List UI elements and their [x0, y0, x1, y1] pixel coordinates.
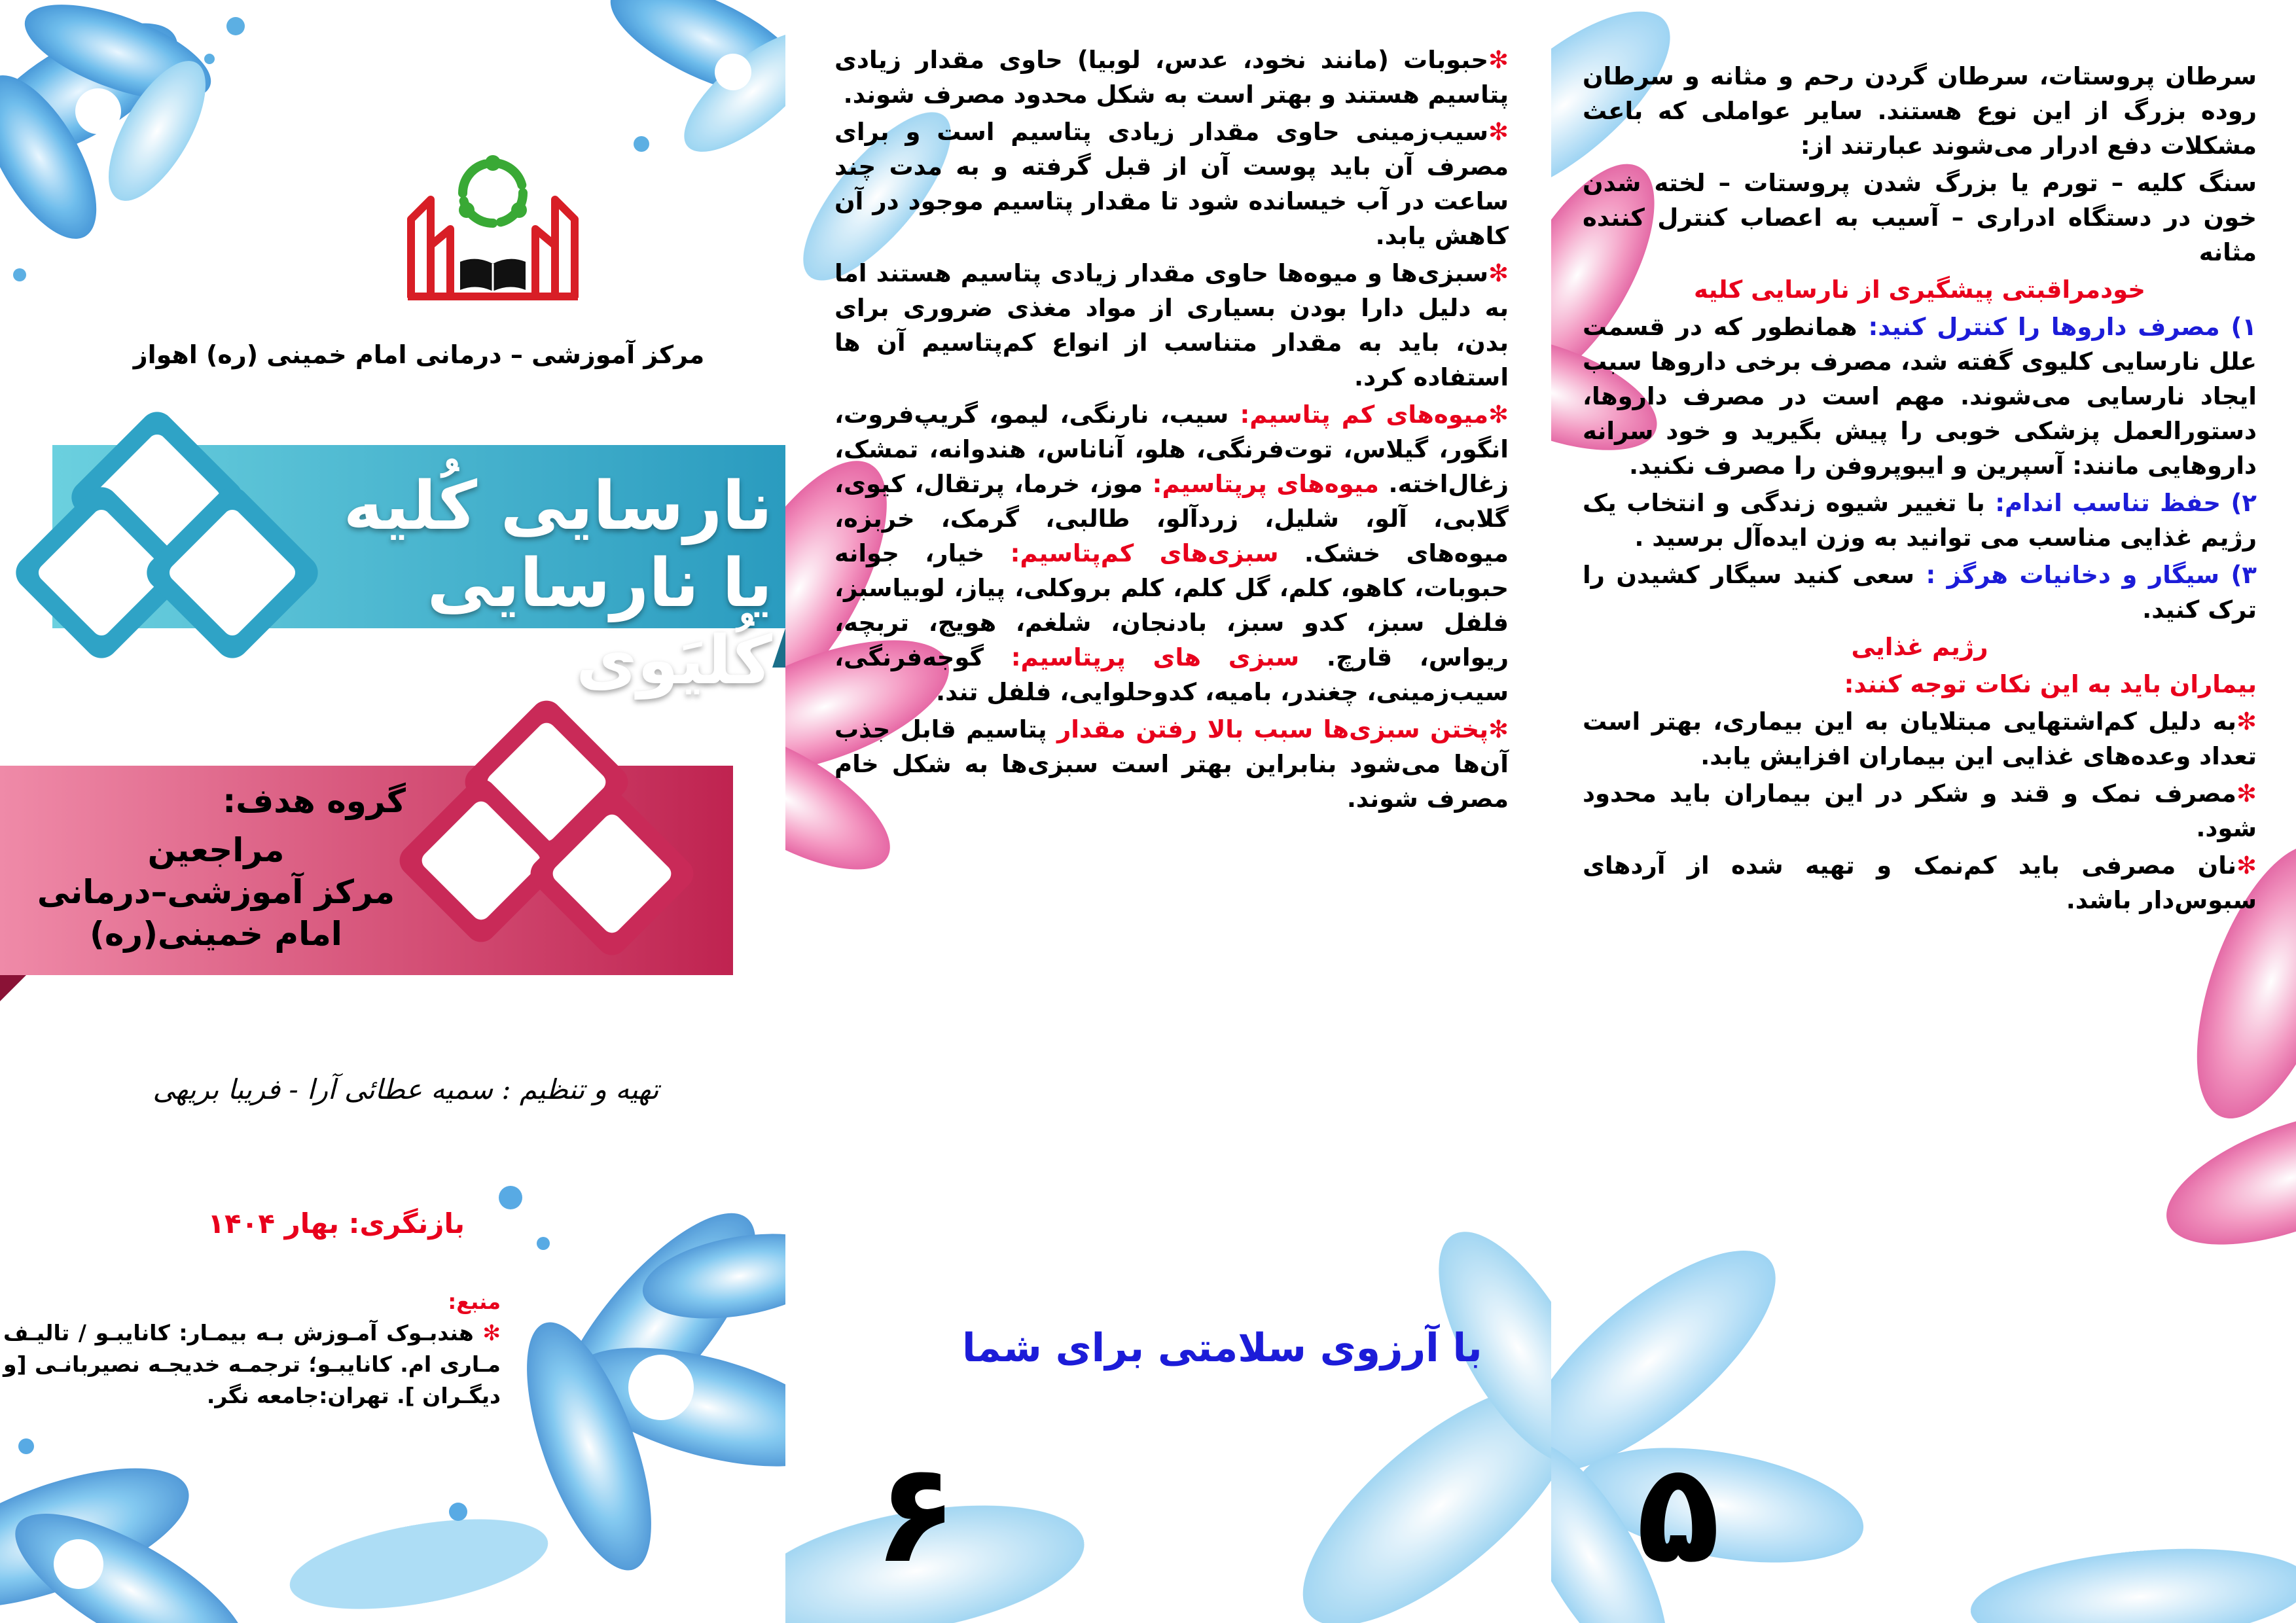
page-5-panel [1551, 0, 2296, 1623]
source-heading: منبع: [448, 1289, 501, 1314]
diet-item-2: ✻مصرف نمک و قند و شکر در این بیماران باید محدود شود. [1583, 779, 2257, 842]
asterisk-icon: ✻ [1488, 715, 1509, 743]
title-line-2: یا نارسایی کُلیَوی [427, 544, 772, 700]
asterisk-icon: ✻ [2236, 851, 2257, 880]
target-line-1: مراجعین [147, 831, 285, 869]
target-line-2: مرکز آموزشی–درمانی [37, 873, 395, 911]
diet-item-1: ✻به دلیل کم‌اشتهایی مبتلایان به این بیماری، بهتر است تعداد وعده‌های غذایی این بیماران افزایش یابد. [1583, 707, 2257, 770]
hospital-logo [398, 147, 588, 304]
page-number-6: ۶ [874, 1433, 958, 1594]
paragraph-low-potassium-fruits: ✻میوه‌های کم پتاسیم: سیب، نارنگی، لیمو، گریپ‌فروت، انگور، گیلاس، توت‌فرنگی، هلو، آناناس، هندوانه، تمشک، زغال‌اخته. میوه‌های پرپتاسیم: موز، خرما، پرتقال، کیوی، گلابی، آلو، شلیل، زردآلو، طالبی، گرمک، خربزه، میوه‌های خشک. سبزی‌های کم‌پتاسیم: خیار، جوانه حبوبات، کاهو، کلم، گل کلم، کلم بروکلی، پیاز، لوبیاسبز، فلفل سبز، کدو سبز، بادنجان، شلغم، هویج، تربچه، ریواس، قارچ. سبزی های پرپتاسیم: گوجه‌فرنگی، سیب‌زمینی، چغندر، بامیه، کدوحلوایی، فلفل تند. [834, 401, 1509, 706]
organization-name: مرکز آموزشی – درمانی امام خمینی (ره) اهواز [133, 340, 705, 369]
page-6-text [834, 43, 1509, 819]
page-number-5: ۵ [1636, 1433, 1721, 1594]
page-5-text [1583, 59, 2257, 920]
target-line-3: امام خمینی(ره) [90, 915, 342, 953]
selfcare-item-3: ۳) سیگار و دخانیات هرگز : سعی کنید سیگار کشیدن را ترک کنید. [1583, 561, 2257, 624]
closing-wish: با آرزوی سلامتی برای شما [962, 1325, 1482, 1371]
source-reference [3, 1286, 501, 1412]
selfcare-heading: خودمراقبتی پیشگیری از نارسایی کلیه [1694, 276, 2145, 304]
paragraph-vegetables: ✻سبزی‌ها و میوه‌ها حاوی مقدار زیادی پتاسیم هستند اما به دلیل دارا بودن بسیاری از مواد مغذی ضروری برای بدن، باید به مقدار متناسب از انواع کم‌پتاسیم آن ها استفاده کرد. [834, 259, 1509, 391]
target-heading: گروه هدف: [223, 782, 406, 820]
cover-title [301, 468, 772, 700]
target-audience [13, 782, 419, 955]
diet-subheading: بیماران باید به این نکات توجه کنند: [1844, 670, 2257, 698]
asterisk-icon: ✻ [1488, 46, 1509, 74]
revision-date: بازنگری: بهار ۱۴۰۴ [207, 1207, 465, 1240]
selfcare-item-2: ۲) حفظ تناسب اندام: با تغییر شیوه زندگی و انتخاب یک رژیم غذایی مناسب می توانید به وزن ایده‌آل برسید . [1583, 489, 2257, 552]
asterisk-icon: ✻ [2236, 707, 2257, 736]
paragraph-intro: سرطان پروستات، سرطان گردن رحم و مثانه و سرطان روده بزرگ از این نوع هستند. سایر عواملی که باعث مشکلات دفع ادرار می‌شوند عبارتند از: [1583, 62, 2257, 160]
high-potassium-vegetables-label: سبزی های پرپتاسیم: [1011, 643, 1300, 671]
asterisk-icon: ✻ [1488, 401, 1509, 429]
cover-panel [0, 0, 785, 1623]
selfcare-item-1: ۱) مصرف داروها را کنترل کنید: همانطور که در قسمت علل نارسایی کلیوی گفته شد، مصرف برخی داروها سبب ایجاد نارسایی می‌شوند. مهم است در مصرف داروها، دستورالعمل پزشکی خوبی را پیش بگیرید و خود سرانه داروهایی مانند: آسپرین و ایبوپروفن را مصرف نکنید. [1583, 313, 2257, 480]
asterisk-icon: ✻ [1488, 118, 1509, 146]
asterisk-icon: ✻ [2236, 779, 2257, 808]
title-line-1: نارسایی کُلیه [343, 467, 772, 545]
author-credit: تهیه و تنظیم : سمیه عطائی آرا - فریبا بریهی [152, 1073, 659, 1105]
source-text: هندبـوک آمـوزش بـه بیمـار: کانایبـو / تالیـف مـاری ام. کانایبـو؛ ترجمـه خدیجـه نصیربانـی [و دیگـران ]. تهران:جامعه نگر. [3, 1320, 501, 1408]
paragraph-causes: سنگ کلیه – تورم یا بزرگ شدن پروستات – لخته شدن خون در دستگاه ادراری – آسیب به اعصاب کنترل کننده مثانه [1583, 169, 2257, 266]
diet-heading: رژیم غذایی [1851, 633, 1988, 661]
page-6-panel [785, 0, 1551, 1623]
low-potassium-vegetables-label: سبزی‌های کم‌پتاسیم: [1010, 539, 1279, 567]
high-potassium-fruits-label: میوه‌های پرپتاسیم: [1152, 470, 1379, 498]
asterisk-icon: ✻ [1488, 259, 1509, 287]
paragraph-potato: ✻سیب‌زمینی حاوی مقدار زیادی پتاسیم است و برای مصرف آن باید پوست آن از قبل گرفته و به مدت چند ساعت در آب خیسانده شود تا مقدار پتاسیم موجود در آن کاهش یابد. [834, 118, 1509, 250]
paragraph-legumes: ✻حبوبات (مانند نخود، عدس، لوبیا) حاوی مقدار زیادی پتاسیم هستند و بهتر است به شکل محدود مصرف شوند. [834, 46, 1509, 109]
paragraph-cooking: ✻پختن سبزی‌ها سبب بالا رفتن مقدار پتاسیم قابل جذب آن‌ها می‌شود بنابراین بهتر است سبزی‌ها به شکل خام مصرف شوند. [834, 715, 1509, 813]
asterisk-icon: ✻ [473, 1320, 501, 1346]
diet-item-3: ✻نان مصرفی باید کم‌نمک و تهیه شده از آردهای سبوس‌دار باشد. [1583, 851, 2257, 914]
